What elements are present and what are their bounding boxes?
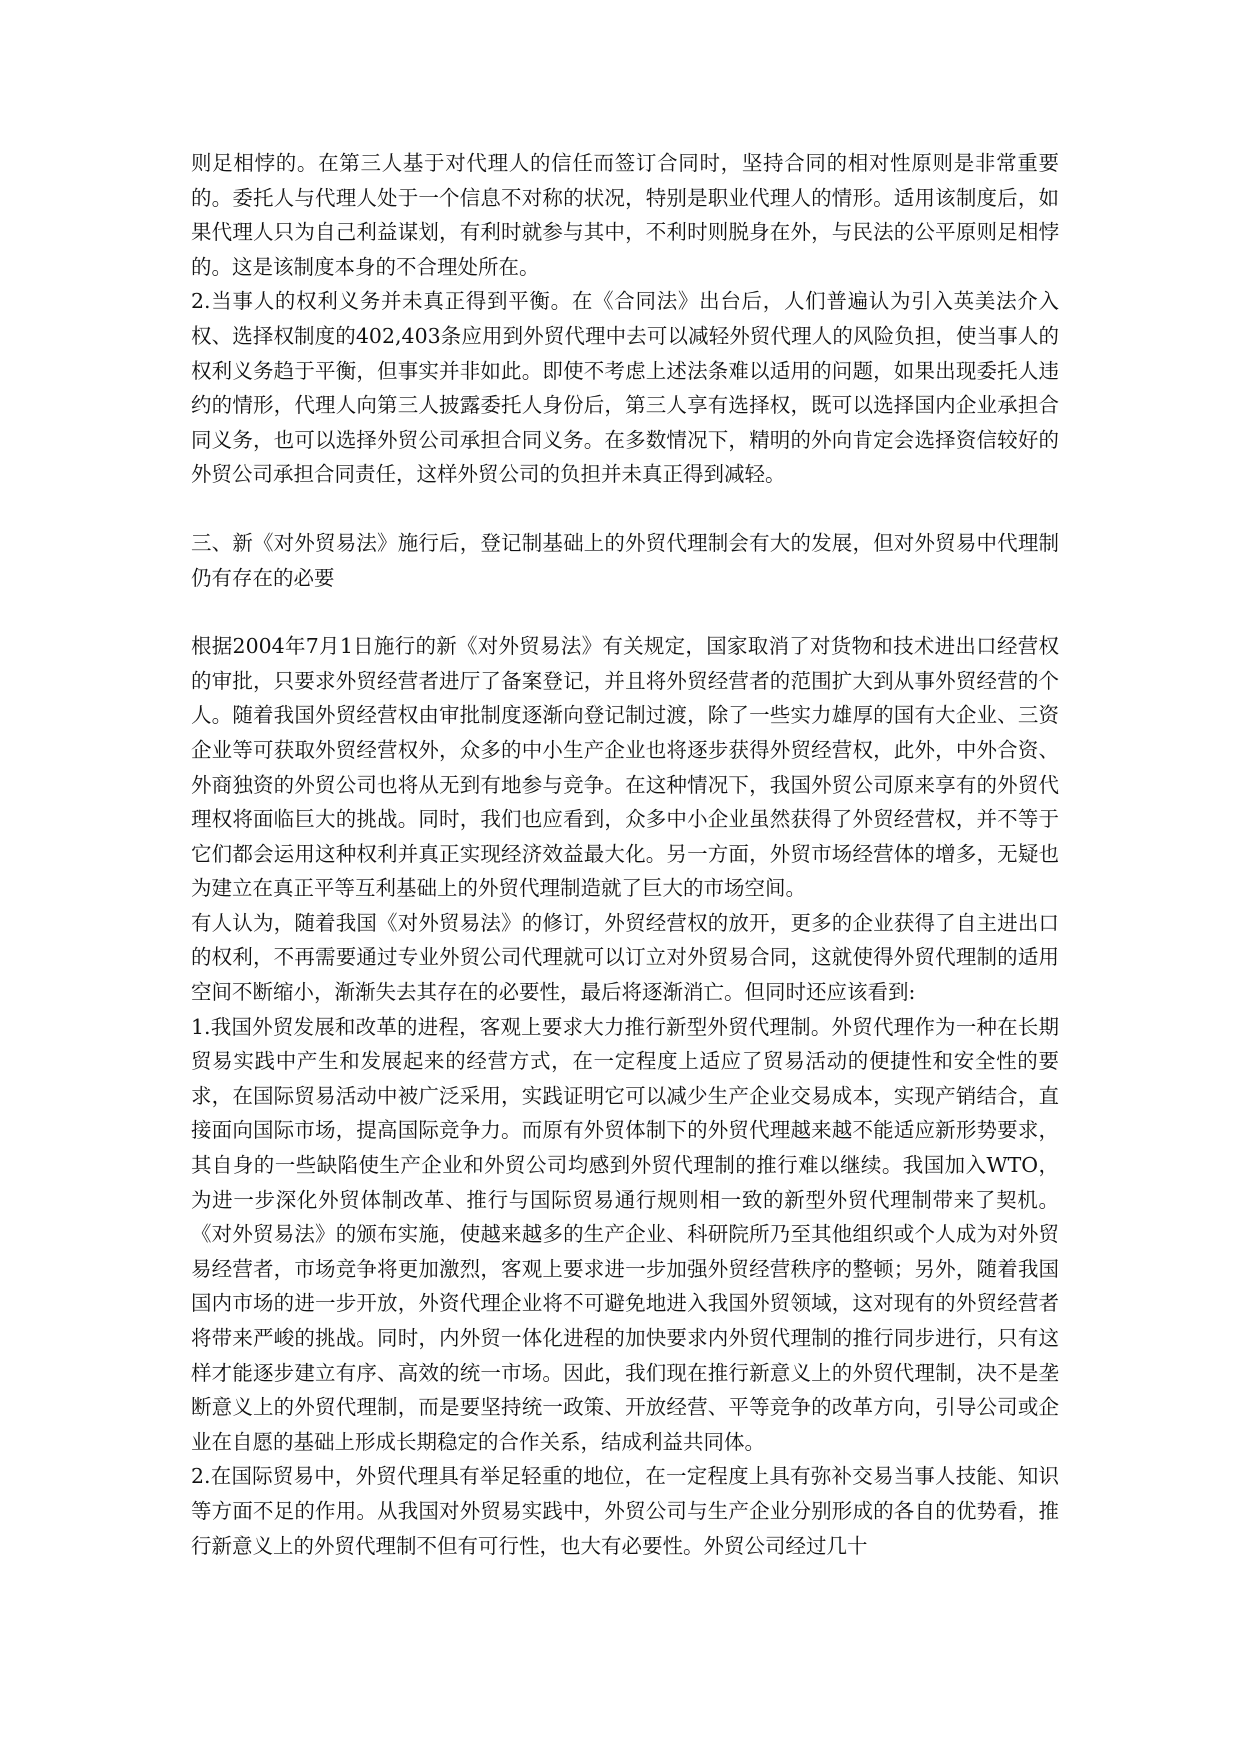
document-body (191, 146, 1059, 1563)
paragraph-rights-obligations: 2.当事人的权利义务并未真正得到平衡。在《合同法》出台后，人们普遍认为引入英美法介入权、选择权制度的402,403条应用到外贸代理中去可以减轻外贸代理人的风险负担，使当事人的权利义务趋于平衡，但事实并非如此。即使不考虑上述法条难以适用的问题，如果出现委托人违约的情形，代理人向第三人披露委托人身份后，第三人享有选择权，既可以选择国内企业承担合同义务，也可以选择外贸公司承担合同义务。在多数情况下，精明的外向肯定会选择资信较好的外贸公司承担合同责任，这样外贸公司的负担并未真正得到减轻。 (191, 289, 1059, 487)
section-heading-three: 三、新《对外贸易法》施行后，登记制基础上的外贸代理制会有大的发展，但对外贸易中代理制仍有存在的必要 (191, 530, 1059, 590)
paragraph-point-two: 2.在国际贸易中，外贸代理具有举足轻重的地位，在一定程度上具有弥补交易当事人技能、知识等方面不足的作用。从我国对外贸易实践中，外贸公司与生产企业分别形成的各自的优势看，推行新意义上的外贸代理制不但有可行性，也大有必要性。外贸公司经过几十 (191, 1464, 1059, 1558)
paragraph-new-trade-law: 根据2004年7月1日施行的新《对外贸易法》有关规定，国家取消了对货物和技术进出口经营权的审批，只要求外贸经营者进厅了备案登记，并且将外贸经营者的范围扩大到从事外贸经营的个人。随着我国外贸经营权由审批制度逐渐向登记制过渡，除了一些实力雄厚的国有大企业、三资企业等可获取外贸经营权外，众多的中小生产企业也将逐步获得外贸经营权，此外，中外合资、外商独资的外贸公司也将从无到有地参与竞争。在这种情况下，我国外贸公司原来享有的外贸代理权将面临巨大的挑战。同时，我们也应看到，众多中小企业虽然获得了外贸经营权，并不等于它们都会运用这种权利并真正实现经济效益最大化。另一方面，外贸市场经营体的增多，无疑也为建立在真正平等互利基础上的外贸代理制造就了巨大的市场空间。 (191, 634, 1059, 901)
paragraph-agency-principle: 则足相悖的。在第三人基于对代理人的信任而签订合同时，坚持合同的相对性原则是非常重要的。委托人与代理人处于一个信息不对称的状况，特别是职业代理人的情形。适用该制度后，如果代理人只为自己利益谋划，有利时就参与其中，不利时则脱身在外，与民法的公平原则足相悖的。这是该制度本身的不合理处所在。 (191, 151, 1059, 279)
paragraph-some-people-think: 有人认为，随着我国《对外贸易法》的修订，外贸经营权的放开，更多的企业获得了自主进出口的权利，不再需要通过专业外贸公司代理就可以订立对外贸易合同，这就使得外贸代理制的适用空间不断缩小，渐渐失去其存在的必要性，最后将逐渐消亡。但同时还应该看到: (191, 910, 1059, 1005)
paragraph-point-one: 1.我国外贸发展和改革的进程，客观上要求大力推行新型外贸代理制。外贸代理作为一种在长期贸易实践中产生和发展起来的经营方式，在一定程度上适应了贸易活动的便捷性和安全性的要求，在国际贸易活动中被广泛采用，实践证明它可以减少生产企业交易成本，实现产销结合，直接面向国际市场，提高国际竞争力。而原有外贸体制下的外贸代理越来越不能适应新形势要求，其自身的一些缺陷使生产企业和外贸公司均感到外贸代理制的推行难以继续。我国加入WTO，为进一步深化外贸体制改革、推行与国际贸易通行规则相一致的新型外贸代理制带来了契机。《对外贸易法》的颁布实施，使越来越多的生产企业、科研院所乃至其他组织或个人成为对外贸易经营者，市场竞争将更加激烈，客观上要求进一步加强外贸经营秩序的整顿；另外，随着我国国内市场的进一步开放，外资代理企业将不可避免地进入我国外贸领域，这对现有的外贸经营者将带来严峻的挑战。同时，内外贸一体化进程的加快要求内外贸代理制的推行同步进行，只有这样才能逐步建立有序、高效的统一市场。因此，我们现在推行新意义上的外贸代理制，决不是垄断意义上的外贸代理制，而是要坚持统一政策、开放经营、平等竞争的改革方向，引导公司或企业在自愿的基础上形成长期稳定的合作关系，结成利益共同体。 (191, 1014, 1059, 1454)
